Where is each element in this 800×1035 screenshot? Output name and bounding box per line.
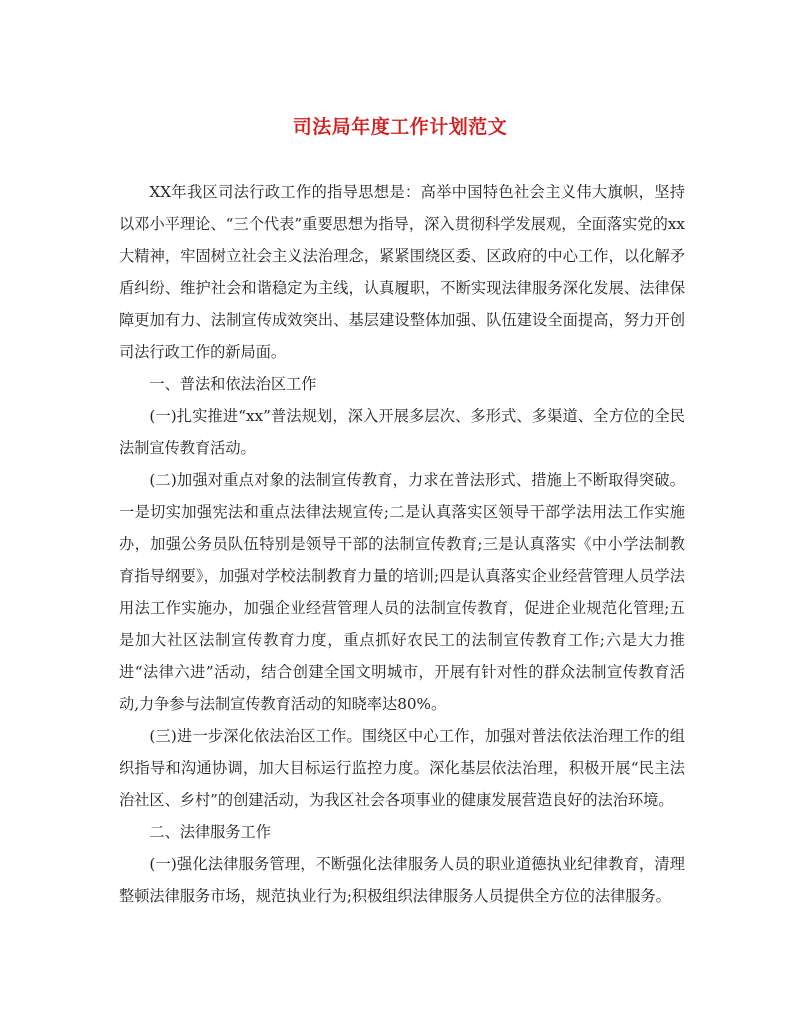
paragraph-1-3: (三)进一步深化依法治区工作。围绕区中心工作，加强对普法依法治理工作的组织指导和沟通协调，加大目标运行监控力度。深化基层依法治理，积极开展“民主法治社区、乡村”的创建活动，为我区社会各项事业的健康发展营造良好的法治环境。 — [119, 727, 685, 809]
paragraph-1-1: (一)扎实推进“xx”普法规划，深入开展多层次、多形式、多渠道、全方位的全民法制宣传教育活动。 — [119, 407, 685, 457]
document-body — [119, 176, 685, 912]
document-title: 司法局年度工作计划范文 — [292, 116, 508, 138]
section-heading-1: 一、普法和依法治区工作 — [149, 375, 317, 393]
paragraph-2-1: (一)强化法律服务管理，不断强化法律服务人员的职业道德执业纪律教育，清理整顿法律服务市场，规范执业行为;积极组织法律服务人员提供全方位的法律服务。 — [119, 855, 685, 905]
section-heading-2: 二、法律服务工作 — [149, 823, 271, 841]
paragraph-1-2: (二)加强对重点对象的法制宣传教育，力求在普法形式、措施上不断取得突破。一是切实加强宪法和重点法律法规宣传;二是认真落实区领导干部学法用法工作实施办，加强公务员队伍特别是领导干部的法制宣传教育;三是认真落实《中小学法制教育指导纲要》，加强对学校法制教育力量的培训;四是认真落实企业经营管理人员学法用法工作实施办，加强企业经营管理人员的法制宣传教育，促进企业规范化管理;五是加大社区法制宣传教育力度，重点抓好农民工的法制宣传教育工作;六是大力推进“法律六进”活动，结合创建全国文明城市，开展有针对性的群众法制宣传教育活动,力争参与法制宣传教育活动的知晓率达80%。 — [119, 471, 685, 713]
intro-paragraph: XX年我区司法行政工作的指导思想是：高举中国特色社会主义伟大旗帜，坚持以邓小平理论、“三个代表”重要思想为指导，深入贯彻科学发展观，全面落实党的xx大精神，牢固树立社会主义法治理念，紧紧围绕区委、区政府的中心工作，以化解矛盾纠纷、维护社会和谐稳定为主线，认真履职，不断实现法律服务深化发展、法律保障更加有力、法制宣传成效突出、基层建设整体加强、队伍建设全面提高，努力开创司法行政工作的新局面。 — [119, 183, 685, 361]
